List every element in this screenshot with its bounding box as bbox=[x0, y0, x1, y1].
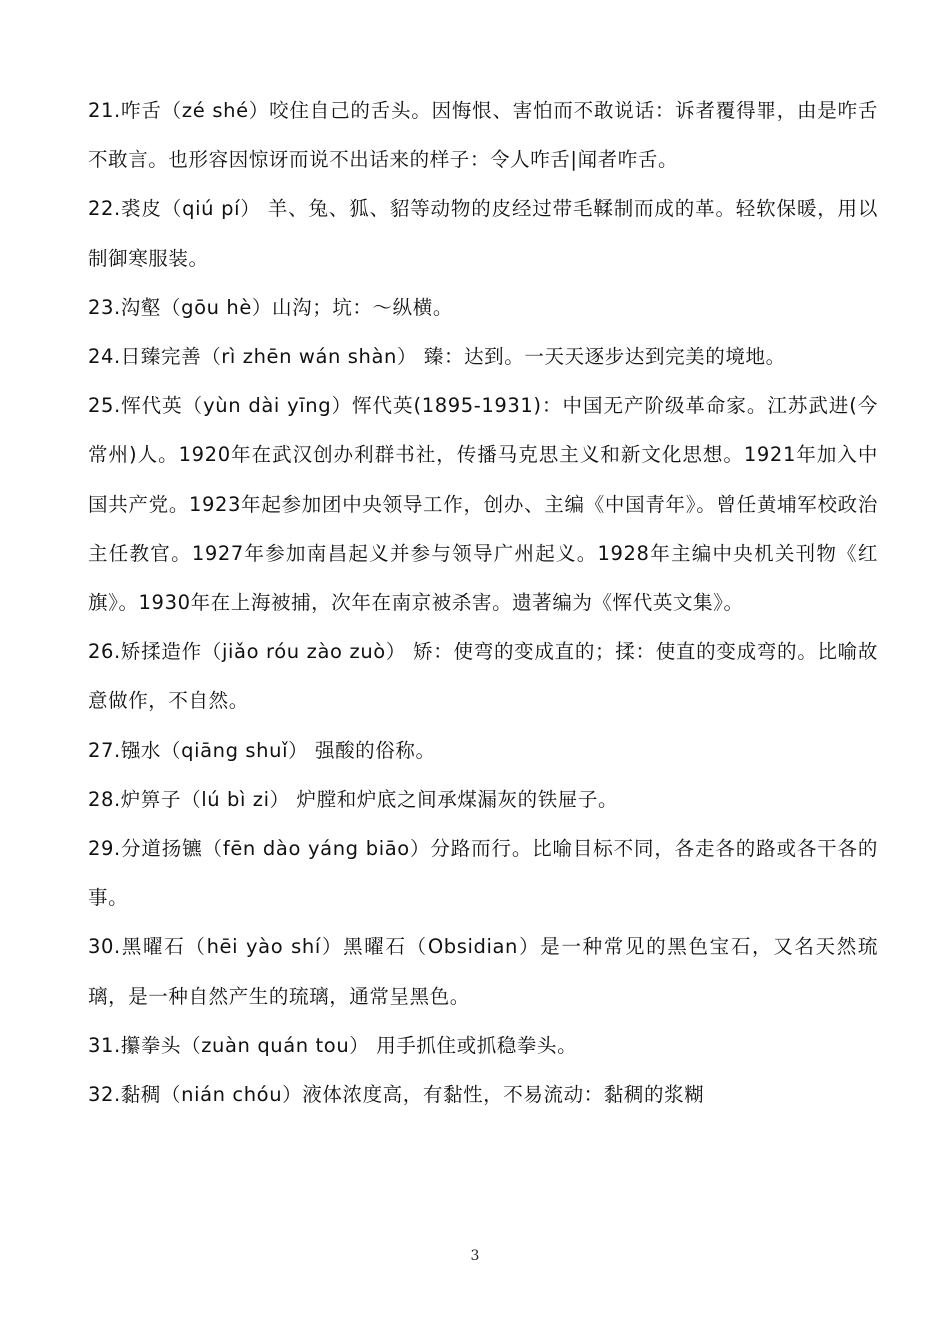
glossary-list bbox=[88, 86, 878, 1119]
glossary-entry-27: 27.镪水（qiāng shuǐ） 强酸的俗称。 bbox=[88, 738, 436, 762]
glossary-entry-31: 31.攥拳头（zuàn quán tou） 用手抓住或抓稳拳头。 bbox=[88, 1033, 578, 1057]
glossary-entry-21: 21.咋舌（zé shé）咬住自己的舌头。因悔恨、害怕而不敢说话：诉者覆得罪，由是咋舌不敢言。也形容因惊讶而说不出话来的样子：令人咋舌|闻者咋舌。 bbox=[88, 99, 878, 172]
glossary-entry-22: 22.裘皮（qiú pí） 羊、兔、狐、貂等动物的皮经过带毛鞣制而成的革。轻软保暖，用以制御寒服装。 bbox=[88, 197, 878, 270]
glossary-entry-30: 30.黑曜石（hēi yào shí）黑曜石（Obsidian）是一种常见的黑色宝石，又名天然琉璃，是一种自然产生的琉璃，通常呈黑色。 bbox=[88, 935, 878, 1008]
glossary-entry-28: 28.炉箅子（lú bì zi） 炉膛和炉底之间承煤漏灰的铁屉子。 bbox=[88, 787, 619, 811]
glossary-entry-29: 29.分道扬镳（fēn dào yáng biāo）分路而行。比喻目标不同，各走各的路或各干各的事。 bbox=[88, 837, 878, 910]
glossary-entry-24: 24.日臻完善（rì zhēn wán shàn） 臻：达到。一天天逐步达到完美的境地。 bbox=[88, 345, 786, 369]
page-number: 3 bbox=[470, 1248, 480, 1264]
glossary-entry-26: 26.矫揉造作（jiǎo róu zào zuò） 矫：使弯的变成直的；揉：使直的变成弯的。比喻故意做作，不自然。 bbox=[88, 640, 878, 713]
glossary-entry-23: 23.沟壑（gōu hè）山沟；坑：～纵横。 bbox=[88, 295, 453, 319]
glossary-entry-25: 25.恽代英（yùn dài yīng）恽代英(1895-1931)：中国无产阶级革命家。江苏武进(今常州)人。1920年在武汉创办利群书社，传播马克思主义和新文化思想。1921年加入中国共产党。1923年起参加团中央领导工作，创办、主编《中国青年》。曾任黄埔军校政治主任教官。1927年参加南昌起义并参与领导广州起义。1928年主编中央机关刊物《红旗》。1930年在上海被捕，次年在南京被杀害。遗著编为《恽代英文集》。 bbox=[88, 394, 878, 615]
glossary-entry-32: 32.黏稠（nián chóu）液体浓度高，有黏性，不易流动：黏稠的浆糊 bbox=[88, 1083, 705, 1107]
